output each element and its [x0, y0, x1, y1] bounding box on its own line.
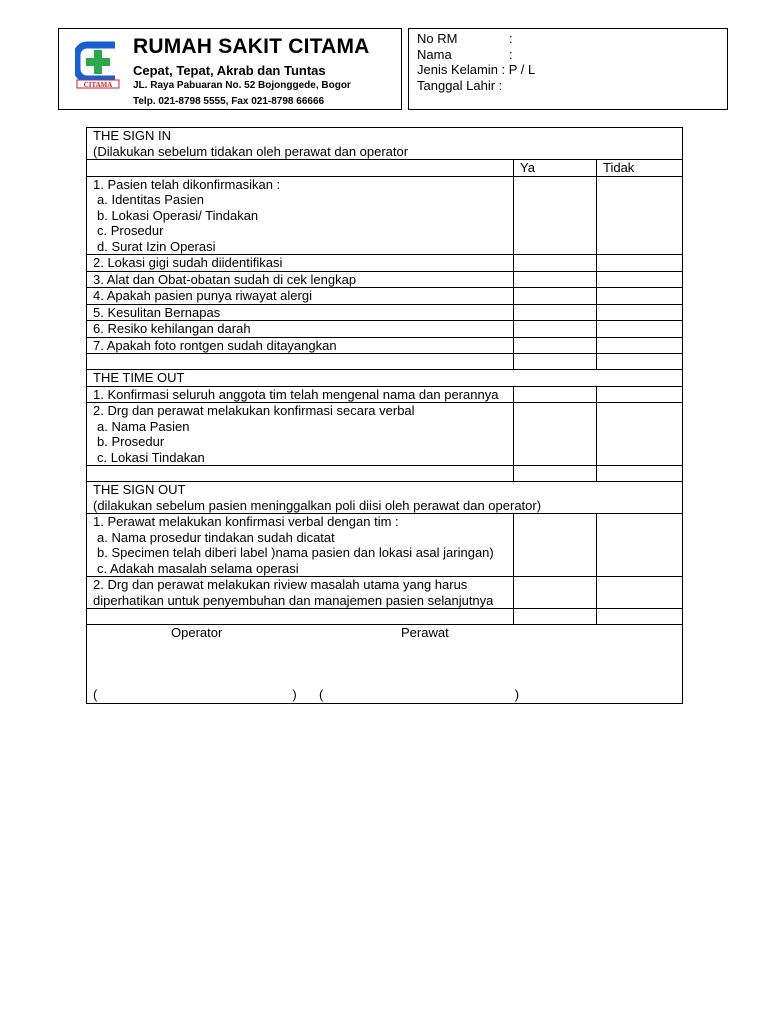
tidak-check-cell[interactable]: [597, 288, 683, 305]
time-out-title: THE TIME OUT: [87, 370, 683, 387]
tidak-check-cell[interactable]: [597, 403, 683, 466]
checklist-item-label: 3. Alat dan Obat-obatan sudah di cek lengkap: [87, 271, 514, 288]
tidak-check-cell[interactable]: [597, 577, 683, 609]
ya-check-cell[interactable]: [514, 321, 597, 338]
table-row: [87, 337, 683, 354]
checklist-item-label: 2. Drg dan perawat melakukan konfirmasi secara verbal: [93, 403, 415, 418]
ya-check-cell[interactable]: [514, 386, 597, 403]
checklist-item-label: 1. Pasien telah dikonfirmasikan :: [93, 176, 281, 192]
spacer-row: [87, 466, 683, 482]
hospital-logo: [75, 39, 121, 89]
checklist-sub-item: b. Lokasi Operasi/ Tindakan: [97, 207, 259, 223]
perawat-label: Perawat: [401, 625, 449, 640]
sign-in-title: THE SIGN IN: [93, 128, 172, 143]
checklist-sub-item: b. Prosedur: [97, 434, 165, 449]
column-header-row: [87, 160, 683, 177]
ya-column-header: Ya: [514, 160, 597, 177]
hospital-tagline: Cepat, Tepat, Akrab dan Tuntas: [133, 63, 326, 78]
checklist-sub-item: a. Nama prosedur tindakan sudah dicatat: [97, 529, 335, 545]
ya-check-cell[interactable]: [514, 176, 597, 255]
sign-out-subtitle: (dilakukan sebelum pasien meninggalkan poli diisi oleh perawat dan operator): [93, 497, 542, 513]
svg-text:CITAMA: CITAMA: [83, 81, 113, 89]
medical-cross-icon: [75, 39, 121, 89]
checklist-item-label: 5. Kesulitan Bernapas: [87, 304, 514, 321]
ya-check-cell[interactable]: [514, 271, 597, 288]
tidak-check-cell[interactable]: [597, 255, 683, 272]
table-row: [87, 288, 683, 305]
hospital-phone: Telp. 021-8798 5555, Fax 021-8798 66666: [133, 96, 325, 107]
checklist-item-label: 1. Konfirmasi seluruh anggota tim telah mengenal nama dan perannya: [87, 386, 514, 403]
checklist-sub-item: c. Lokasi Tindakan: [97, 449, 205, 465]
patient-info-box: [408, 28, 728, 110]
operator-signature-field[interactable]: ( ): [93, 687, 297, 702]
table-row: [87, 255, 683, 272]
checklist-sub-item: d. Surat Izin Operasi: [97, 238, 216, 254]
safety-checklist-table: [86, 127, 683, 704]
tidak-column-header: Tidak: [597, 160, 683, 177]
sign-in-subtitle: (Dilakukan sebelum tidakan oleh perawat dan operator: [93, 143, 409, 159]
sign-in-header-row: [87, 128, 683, 160]
checklist-item-label: 7. Apakah foto rontgen sudah ditayangkan: [87, 337, 514, 354]
time-out-header-row: [87, 370, 683, 387]
tidak-check-cell[interactable]: [597, 337, 683, 354]
sign-out-title: THE SIGN OUT: [93, 482, 186, 497]
table-row: [87, 403, 683, 466]
table-row: [87, 577, 683, 609]
ya-check-cell[interactable]: [514, 337, 597, 354]
checklist-item-label: 6. Resiko kehilangan darah: [87, 321, 514, 338]
tidak-check-cell[interactable]: [597, 176, 683, 255]
checklist-sub-item: c. Prosedur: [97, 223, 164, 238]
checklist-sub-item: b. Specimen telah diberi label )nama pasien dan lokasi asal jaringan): [97, 545, 494, 560]
ya-check-cell[interactable]: [514, 403, 597, 466]
checklist-item-label: 2. Lokasi gigi sudah diidentifikasi: [87, 255, 514, 272]
table-row: [87, 176, 683, 255]
table-row: [87, 386, 683, 403]
checklist-sub-item: a. Identitas Pasien: [97, 192, 204, 207]
hospital-header: [58, 28, 402, 110]
checklist-item-label: 1. Perawat melakukan konfirmasi verbal dengan tim :: [93, 514, 399, 529]
no-rm-field[interactable]: No RM :: [417, 31, 513, 46]
operator-label: Operator: [171, 625, 223, 640]
signature-row: [87, 625, 683, 704]
tanggal-lahir-field[interactable]: Tanggal Lahir :: [417, 77, 503, 93]
checklist-sub-item: a. Nama Pasien: [97, 418, 190, 434]
tidak-check-cell[interactable]: [597, 514, 683, 577]
tidak-check-cell[interactable]: [597, 271, 683, 288]
ya-check-cell[interactable]: [514, 255, 597, 272]
ya-check-cell[interactable]: [514, 577, 597, 609]
ya-check-cell[interactable]: [514, 288, 597, 305]
hospital-name: RUMAH SAKIT CITAMA: [133, 35, 370, 58]
checklist-item-label: 4. Apakah pasien punya riwayat alergi: [87, 288, 514, 305]
perawat-signature-field[interactable]: ( ): [319, 687, 520, 702]
table-row: [87, 271, 683, 288]
hospital-address: JL. Raya Pabuaran No. 52 Bojonggede, Bogor: [133, 80, 351, 91]
sign-out-header-row: [87, 482, 683, 514]
table-row: [87, 304, 683, 321]
checklist-sub-item: c. Adakah masalah selama operasi: [97, 560, 299, 576]
nama-field[interactable]: Nama :: [417, 46, 513, 62]
tidak-check-cell[interactable]: [597, 321, 683, 338]
table-row: [87, 321, 683, 338]
ya-check-cell[interactable]: [514, 304, 597, 321]
checklist-item-label: 2. Drg dan perawat melakukan riview masalah utama yang harus diperhatikan untuk penyembuhan dan manajemen pasien selanjutnya: [87, 577, 514, 609]
jenis-kelamin-field[interactable]: Jenis Kelamin : P / L: [417, 62, 536, 77]
tidak-check-cell[interactable]: [597, 386, 683, 403]
ya-check-cell[interactable]: [514, 514, 597, 577]
spacer-row: [87, 609, 683, 625]
spacer-row: [87, 354, 683, 370]
tidak-check-cell[interactable]: [597, 304, 683, 321]
table-row: [87, 514, 683, 577]
